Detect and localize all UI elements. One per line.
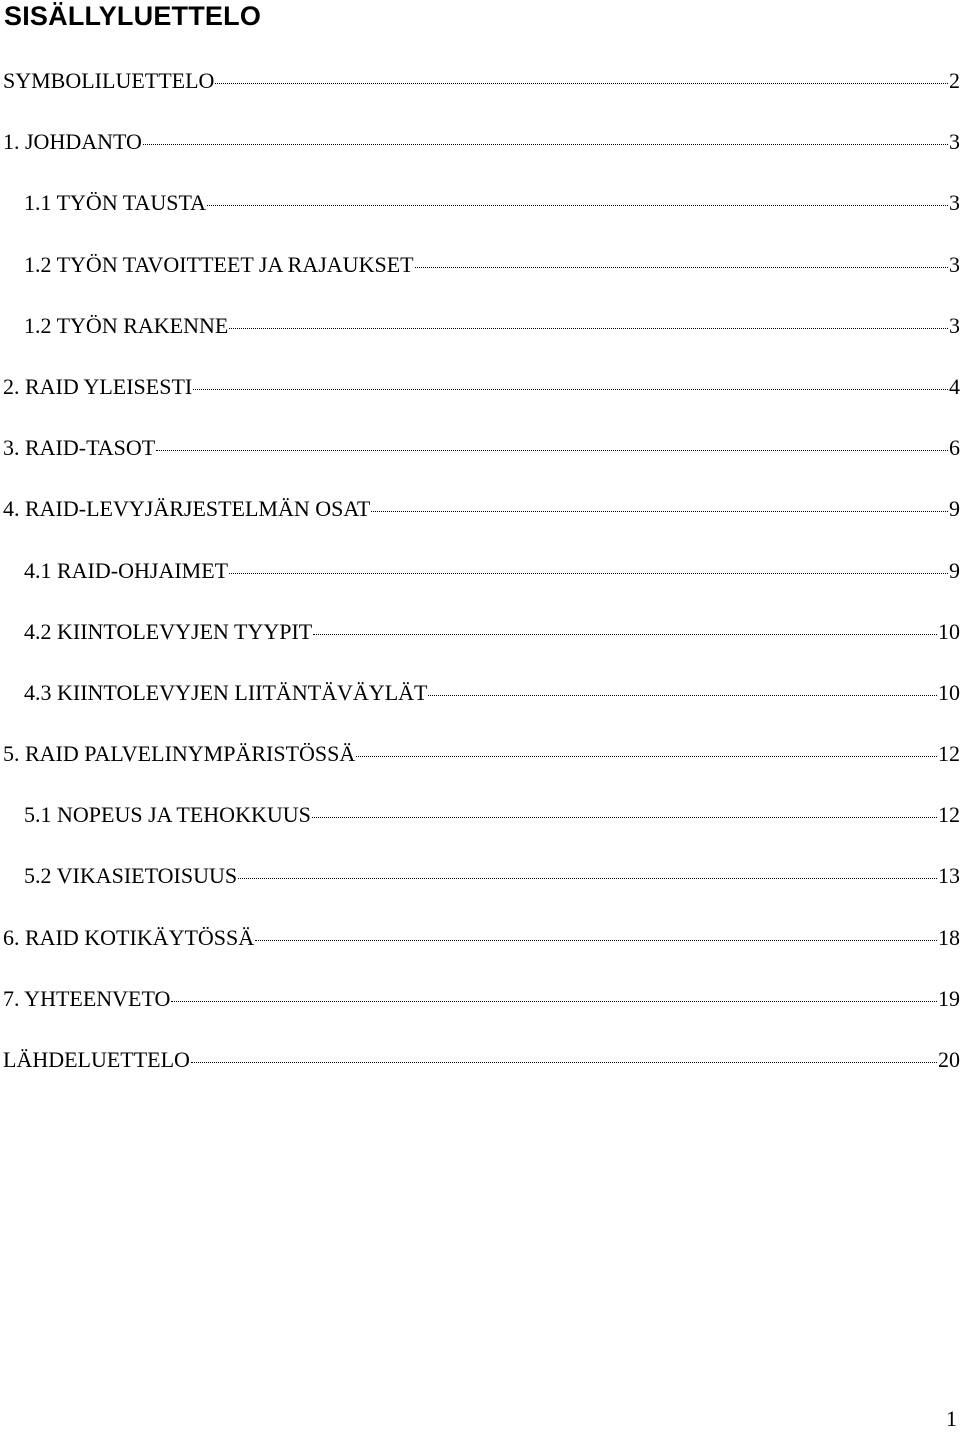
toc-entry-title: 2. RAID YLEISESTI xyxy=(3,373,193,399)
toc-entry-page: 19 xyxy=(938,985,960,1011)
toc-dot-leader xyxy=(312,800,937,822)
toc-line xyxy=(3,490,960,528)
toc-entry[interactable] xyxy=(0,184,960,245)
toc-dot-leader xyxy=(193,372,948,394)
toc-dot-leader xyxy=(313,617,937,639)
toc-dot-leader xyxy=(229,556,948,578)
toc-line xyxy=(24,307,960,345)
toc-line xyxy=(24,857,960,895)
toc-entry-title: 1.2 TYÖN TAVOITTEET JA RAJAUKSET xyxy=(24,251,414,277)
page-title: SISÄLLYLUETTELO xyxy=(4,1,262,31)
toc-dot-leader xyxy=(191,1045,937,1067)
toc-entry[interactable] xyxy=(0,919,960,980)
toc-entry[interactable] xyxy=(0,980,960,1041)
toc-line xyxy=(3,62,960,100)
toc-dot-leader xyxy=(215,66,948,88)
toc-line xyxy=(24,674,960,712)
toc-line xyxy=(24,552,960,590)
toc-entry[interactable] xyxy=(0,674,960,735)
toc-entry[interactable] xyxy=(0,490,960,551)
toc-line xyxy=(24,796,960,834)
toc-entry-title: 1. JOHDANTO xyxy=(3,129,142,155)
toc-entry[interactable] xyxy=(0,857,960,918)
toc-entry-page: 13 xyxy=(938,863,960,889)
toc-entry-title: 5. RAID PALVELINYMPÄRISTÖSSÄ xyxy=(3,741,356,767)
toc-entry-page: 10 xyxy=(938,618,960,644)
toc-entry[interactable] xyxy=(0,735,960,796)
toc-entry-page: 3 xyxy=(949,129,960,155)
toc-entry-title: 4.3 KIINTOLEVYJEN LIITÄNTÄVÄYLÄT xyxy=(24,679,428,705)
toc-line xyxy=(3,429,960,467)
toc-entry[interactable] xyxy=(0,552,960,613)
toc-line xyxy=(3,919,960,957)
toc-dot-leader xyxy=(371,494,948,516)
toc-entry-title: 3. RAID-TASOT xyxy=(3,435,156,461)
toc-entry-title: 5.2 VIKASIETOISUUS xyxy=(24,863,238,889)
toc-entry-page: 18 xyxy=(938,924,960,950)
toc-line xyxy=(24,613,960,651)
toc-entry-page: 3 xyxy=(949,312,960,338)
toc-dot-leader xyxy=(207,188,948,210)
toc-dot-leader xyxy=(238,861,937,883)
toc-entry-title: 5.1 NOPEUS JA TEHOKKUUS xyxy=(24,802,311,828)
toc-entry-page: 6 xyxy=(949,435,960,461)
toc-entry-page: 10 xyxy=(938,679,960,705)
toc-dot-leader xyxy=(255,923,937,945)
toc-entry[interactable] xyxy=(0,1041,960,1102)
toc-entry-title: LÄHDELUETTELO xyxy=(3,1047,190,1072)
toc-entry-title: 6. RAID KOTIKÄYTÖSSÄ xyxy=(3,924,255,950)
table-of-contents xyxy=(0,62,960,1102)
toc-line xyxy=(24,246,960,284)
toc-entry-title: 4. RAID-LEVYJÄRJESTELMÄN OSAT xyxy=(3,496,371,522)
toc-entry-page: 3 xyxy=(949,190,960,216)
toc-line xyxy=(3,1041,960,1079)
toc-dot-leader xyxy=(356,739,937,761)
toc-line xyxy=(3,368,960,406)
toc-entry[interactable] xyxy=(0,368,960,429)
toc-dot-leader xyxy=(171,984,937,1006)
page-number: 1 xyxy=(946,1406,957,1431)
toc-entry[interactable] xyxy=(0,62,960,123)
toc-line xyxy=(3,735,960,773)
toc-line xyxy=(3,980,960,1018)
toc-entry[interactable] xyxy=(0,123,960,184)
toc-entry-title: 1.1 TYÖN TAUSTA xyxy=(24,190,207,216)
toc-entry-page: 12 xyxy=(938,741,960,767)
toc-entry-page: 9 xyxy=(949,496,960,522)
toc-entry-page: 4 xyxy=(949,373,960,399)
toc-entry-title: SYMBOLILUETTELO xyxy=(3,68,215,93)
toc-entry-title: 1.2 TYÖN RAKENNE xyxy=(24,312,229,338)
toc-dot-leader xyxy=(428,678,937,700)
toc-entry-page: 9 xyxy=(949,557,960,583)
toc-entry[interactable] xyxy=(0,613,960,674)
toc-entry[interactable] xyxy=(0,429,960,490)
toc-dot-leader xyxy=(143,127,948,149)
toc-entry-page: 20 xyxy=(938,1047,960,1072)
toc-entry-title: 4.1 RAID-OHJAIMET xyxy=(24,557,229,583)
toc-entry[interactable] xyxy=(0,246,960,307)
toc-dot-leader xyxy=(415,250,948,272)
toc-entry-page: 2 xyxy=(949,68,960,93)
toc-entry-page: 12 xyxy=(938,802,960,828)
toc-dot-leader xyxy=(156,433,948,455)
toc-entry-title: 7. YHTEENVETO xyxy=(3,985,171,1011)
toc-entry[interactable] xyxy=(0,307,960,368)
toc-line xyxy=(24,184,960,222)
toc-dot-leader xyxy=(229,311,948,333)
toc-entry-page: 3 xyxy=(949,251,960,277)
toc-entry[interactable] xyxy=(0,796,960,857)
toc-entry-title: 4.2 KIINTOLEVYJEN TYYPIT xyxy=(24,618,313,644)
toc-line xyxy=(3,123,960,161)
